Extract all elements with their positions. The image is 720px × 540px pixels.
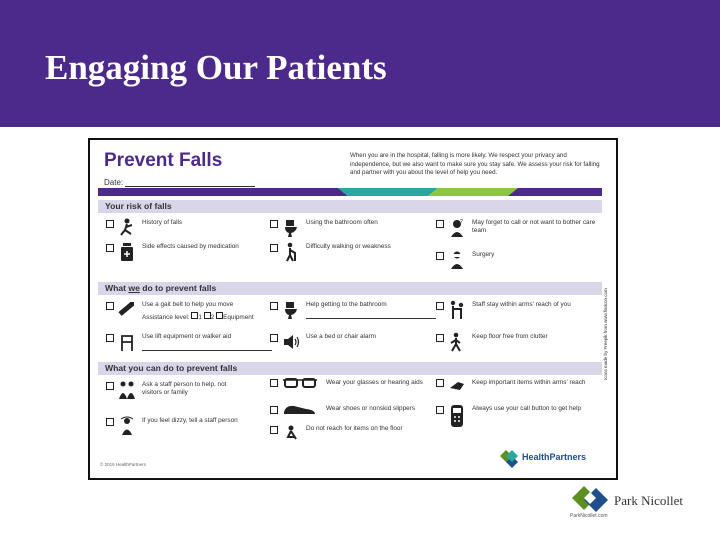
park-nicollet-url: ParkNicollet.com — [570, 513, 608, 519]
title-banner — [0, 0, 720, 127]
section-risk-title: Your risk of falls — [105, 201, 172, 211]
poster-title: Prevent Falls — [104, 150, 223, 171]
checkbox[interactable] — [270, 220, 278, 228]
item-text: Use lift equipment or walker aid — [142, 333, 232, 340]
confused-person-icon — [448, 218, 466, 238]
poster-intro: When you are in the hospital, falling is more likely. We respect your privacy and independence, but we also want to make sure you stay safe. We assess your risk for falling and partner with you about the level of help you need. — [350, 152, 600, 177]
healthpartners-name: HealthPartners — [522, 452, 587, 462]
checkbox[interactable] — [436, 302, 444, 310]
checkbox[interactable] — [270, 244, 278, 252]
item-text: Difficulty walking or weakness — [306, 243, 391, 250]
section-we-do-title: What we do to prevent falls — [105, 283, 217, 293]
item-text: Use a gait belt to help you move — [142, 301, 234, 308]
checkbox[interactable] — [106, 244, 114, 252]
call-button-icon — [448, 404, 466, 428]
dizzy-person-icon — [118, 416, 136, 436]
item-text: Use a bed or chair alarm — [306, 333, 376, 340]
checkbox[interactable] — [106, 302, 114, 310]
item-text: Staff stay within arms' reach of you — [472, 301, 571, 308]
checkbox[interactable] — [436, 379, 444, 387]
item-text: Side effects caused by medication — [142, 243, 239, 250]
section-you-do-header — [98, 362, 602, 375]
item-text: Keep floor free from clutter — [472, 333, 548, 340]
park-nicollet-mark-icon — [572, 486, 610, 514]
section-you-do-title: What you can do to prevent falls — [105, 363, 238, 373]
gait-belt-icon — [118, 300, 136, 320]
section-we-do-header — [98, 282, 602, 295]
slide-title: Engaging Our Patients — [45, 48, 387, 87]
footer-note: © 2016 HealthPartners — [100, 462, 146, 467]
checkbox[interactable] — [270, 426, 278, 434]
item-text: Ask a staff person to help, not visitors or family — [142, 381, 227, 396]
reaching-hand-icon — [448, 376, 466, 396]
walking-person-icon — [448, 332, 466, 352]
item-text: Using the bathroom often — [306, 219, 378, 226]
checkbox[interactable] — [106, 334, 114, 342]
shoes-icon — [282, 402, 318, 416]
walker-icon — [118, 332, 136, 352]
icon-credit: Icons made by Freepik from www.flaticon.com — [603, 288, 608, 380]
item-text: Always use your call button to get help — [472, 405, 582, 412]
medication-bottle-icon — [118, 242, 136, 262]
checkbox[interactable] — [106, 418, 114, 426]
staff-and-patient-icon — [118, 380, 136, 400]
glasses-icon — [282, 376, 318, 390]
checkbox[interactable] — [270, 334, 278, 342]
checkbox[interactable] — [270, 406, 278, 414]
item-text: History of falls — [142, 219, 183, 226]
falling-person-icon — [118, 218, 136, 238]
date-label: Date: — [104, 178, 124, 187]
no-reaching-icon — [282, 424, 300, 444]
checkbox[interactable] — [270, 302, 278, 310]
section-risk-header — [98, 200, 602, 213]
person-with-cane-icon — [282, 242, 300, 262]
checkbox[interactable] — [106, 382, 114, 390]
toilet-icon — [282, 218, 300, 238]
assistance-level-row: Assistance level: 1 2 Equipment — [142, 314, 254, 321]
item-text: Help getting to the bathroom — [306, 301, 387, 308]
staff-helping-icon — [448, 300, 466, 320]
item-text: Keep important items within arms' reach — [472, 379, 586, 386]
item-text: If you feel dizzy, tell a staff person — [142, 417, 238, 424]
item-text: May forget to call or not want to bother care team — [472, 219, 596, 234]
prevent-falls-poster — [88, 138, 618, 480]
park-nicollet-logo — [570, 486, 700, 522]
checkbox[interactable] — [436, 406, 444, 414]
svg-text:?: ? — [460, 219, 463, 225]
alarm-speaker-icon — [282, 332, 300, 352]
color-band — [98, 188, 602, 196]
healthpartners-logo — [500, 450, 600, 468]
checkbox[interactable] — [436, 252, 444, 260]
checkbox[interactable] — [436, 334, 444, 342]
item-text: Surgery — [472, 251, 495, 258]
toilet-icon — [282, 300, 300, 320]
item-text: Wear your glasses or hearing aids — [326, 379, 423, 386]
healthpartners-mark-icon — [500, 450, 520, 468]
surgeon-icon — [448, 250, 466, 270]
checkbox[interactable] — [436, 220, 444, 228]
item-text: Wear shoes or nonskid slippers — [326, 405, 416, 412]
item-text: Do not reach for items on the floor — [306, 425, 403, 432]
checkbox[interactable] — [270, 379, 278, 387]
date-field — [104, 178, 255, 187]
checkbox[interactable] — [106, 220, 114, 228]
park-nicollet-name: Park Nicollet — [614, 493, 683, 508]
